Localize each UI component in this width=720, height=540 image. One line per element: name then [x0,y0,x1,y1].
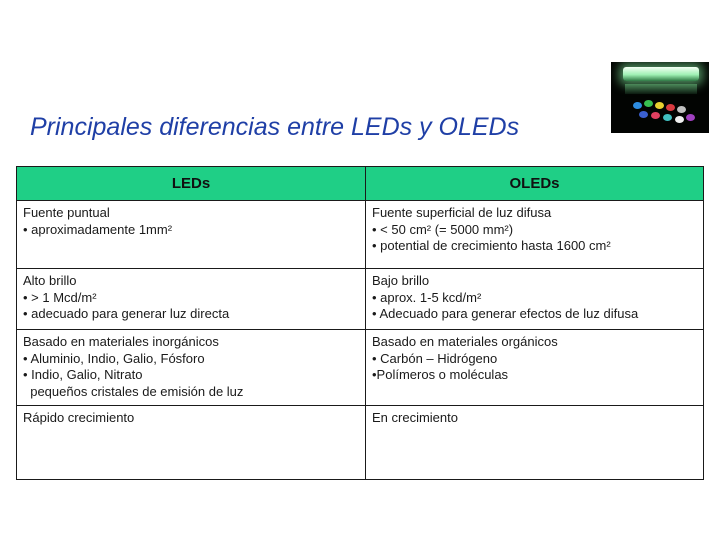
leds-cell [17,406,366,480]
photo-dot [677,106,686,113]
photo-dot [633,102,642,109]
oleds-cell [366,269,704,330]
oleds-cell [366,330,704,406]
table-row [17,406,704,480]
photo-dot [666,104,675,111]
header-leds: LEDs [17,167,366,201]
cell-line: Bajo brillo [372,273,430,288]
leds-cell [17,330,366,406]
photo-dot [644,100,653,107]
table-row [17,269,704,330]
cell-line: • aprox. 1-5 kcd/m² [372,289,482,305]
cell-line: Fuente superficial de luz difusa [372,205,552,220]
leds-cell [17,201,366,269]
oleds-cell [366,406,704,480]
photo-dot [655,102,664,109]
table-row [17,330,704,406]
page-title: Principales diferencias entre LEDs y OLEDs [30,113,520,141]
table-row [17,201,704,269]
cell-line: Rápido crecimiento [23,410,135,425]
photo-dot [686,114,695,121]
oleds-cell [366,201,704,269]
cell-line: • Indio, Galio, Nitrato [23,367,143,382]
cell-line: • aproximadamente 1mm² [23,221,173,237]
cell-line: Basado en materiales orgánicos [372,334,558,349]
cell-line: •Polímeros o moléculas [372,367,509,382]
cell-line: Basado en materiales inorgánicos [23,334,219,349]
cell-line: • potential de crecimiento hasta 1600 cm² [372,238,611,253]
cell-line: Fuente puntual [23,205,110,220]
photo-dot [639,111,648,118]
oled-panel-photo [611,62,709,133]
table-header-row [17,167,704,201]
photo-light-panel [623,67,699,81]
cell-line: • Aluminio, Indio, Galio, Fósforo [23,350,205,366]
cell-line: • > 1 Mcd/m² [23,289,97,305]
cell-line: Alto brillo [23,273,77,288]
comparison-table [16,166,704,480]
photo-panel-surface [625,84,697,94]
photo-dot [663,114,672,121]
header-oleds: OLEDs [366,167,704,201]
cell-line: pequeños cristales de emisión de luz [23,383,244,399]
cell-line: • Carbón – Hidrógeno [372,350,498,366]
cell-line: • Adecuado para generar efectos de luz difusa [372,306,639,321]
cell-line: En crecimiento [372,410,458,425]
cell-line: • adecuado para generar luz directa [23,306,230,321]
leds-cell [17,269,366,330]
cell-line: • < 50 cm² (= 5000 mm²) [372,221,514,237]
photo-dot [675,116,684,123]
photo-dot [651,112,660,119]
